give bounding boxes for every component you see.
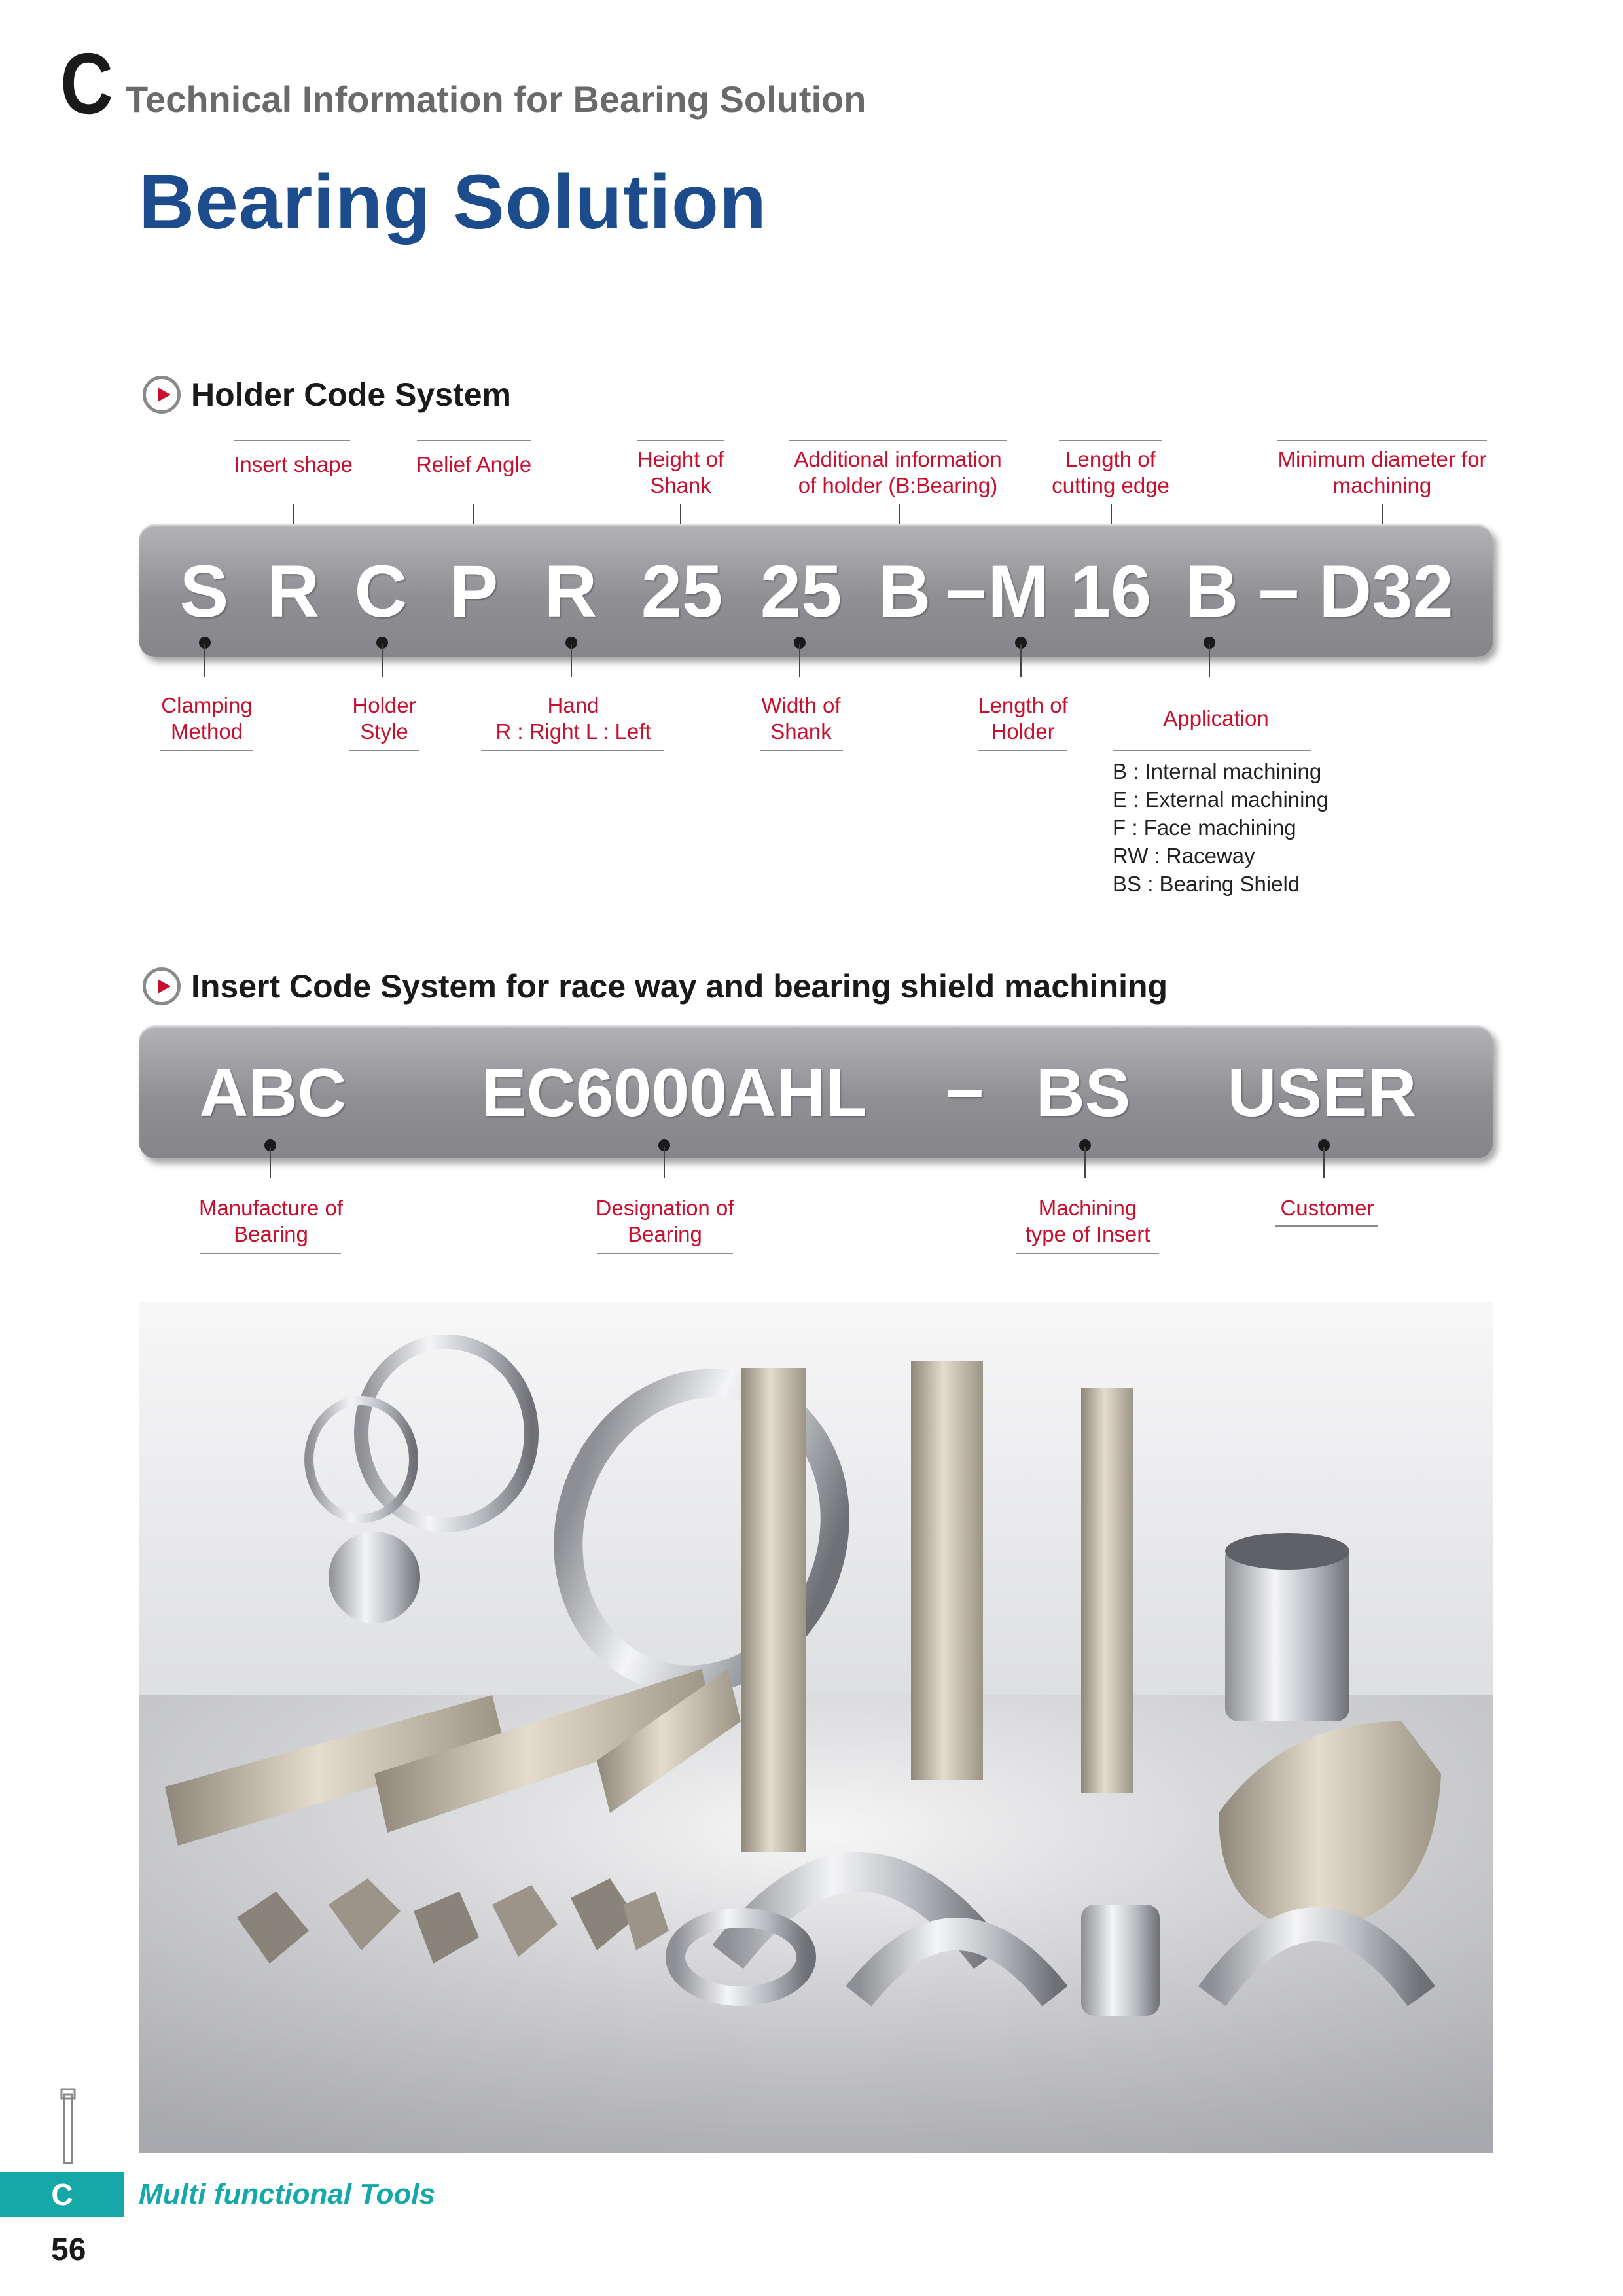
code-machining-type: BS [1035,1055,1131,1131]
label-designation-of-bearing: Designation of Bearing [596,1196,734,1246]
holder-section-title: Holder Code System [191,376,512,413]
holder-code-bar [139,524,1493,657]
bearing-ball [329,1532,420,1623]
label-application: Application [1163,706,1269,730]
product-photo [139,1302,1493,2153]
code-dash: – [945,548,987,630]
insert-section-title: Insert Code System for race way and bearing shield machining [191,968,1168,1005]
label-width-of-shank: Width of Shank [761,693,841,744]
label-relief-angle: Relief Angle [416,452,532,476]
code-min-diameter: D32 [1319,550,1454,632]
connector-line [382,644,383,677]
label-rule [1059,440,1162,441]
label-additional-info: Additional information of holder (B:Bearing) [794,447,1002,497]
application-item: BS : Bearing Shield [1113,871,1300,896]
product-photo-illustration [139,1302,1493,2153]
label-customer: Customer [1280,1196,1374,1220]
code-manufacturer: ABC [199,1055,347,1131]
code-length-m: M [988,550,1049,632]
code-dash: – [946,1051,984,1127]
connector-line [1209,644,1210,677]
code-additional-b: B [878,550,931,632]
tool-holder [741,1368,806,1852]
section-title: Technical Information for Bearing Solution [126,79,866,120]
code-designation: EC6000AHL [481,1055,867,1131]
application-list [1113,758,1329,898]
label-rule [1113,750,1311,751]
label-rule [1277,440,1487,441]
section-letter: C [60,35,114,132]
label-rule [160,750,253,751]
code-application-b: B [1185,550,1239,632]
code-char-r: R [266,550,320,632]
code-customer: USER [1227,1055,1417,1131]
connector-line [799,644,800,677]
bearing-sleeve [1081,1905,1160,2016]
label-holder-style: Holder Style [352,693,416,744]
insert-section-heading [143,967,1168,1005]
label-rule [1275,1225,1378,1227]
code-char-p: P [449,550,499,632]
code-char-s: S [179,550,229,632]
label-rule [597,1253,733,1254]
label-length-of-cutting-edge: Length of cutting edge [1052,447,1169,497]
label-rule [417,440,531,441]
footer-section-tab: C [0,2172,124,2217]
label-rule [978,750,1067,751]
page-number: 56 [51,2233,86,2267]
tool-holder [911,1361,983,1780]
connector-line [664,1147,665,1178]
label-rule [481,750,664,751]
label-minimum-diameter: Minimum diameter for machining [1277,447,1487,497]
bearing-ring [527,1345,876,1717]
connector-line [1084,1147,1086,1178]
footer-category: Multi functional Tools [139,2178,435,2210]
application-item: RW : Raceway [1113,843,1255,868]
label-rule [349,750,419,751]
tool-holder-icon [56,2088,80,2166]
label-hand: Hand R : Right L : Left [495,693,651,744]
application-item: B : Internal machining [1113,759,1322,783]
label-machining-type: Machining type of Insert [1025,1196,1150,1246]
connector-line [270,1147,271,1178]
label-rule [234,440,350,441]
connector-line [204,644,205,677]
label-rule [637,440,724,441]
label-clamping-method: Clamping Method [161,693,253,744]
play-bullet-icon [143,967,181,1005]
label-height-of-shank: Height of Shank [637,447,724,497]
code-char-c: C [354,550,408,632]
label-rule [789,440,1007,441]
label-length-of-holder: Length of Holder [978,693,1068,744]
connector-line [1323,1147,1325,1178]
label-insert-shape: Insert shape [234,452,353,476]
bearing-ring [361,1342,531,1525]
bearing-sleeve [1225,1545,1349,1721]
play-bullet-icon [143,376,181,414]
insert-code-bar [139,1025,1493,1158]
connector-line [1020,644,1022,677]
code-char-hand: R [544,550,597,632]
label-rule [1016,1253,1159,1254]
holder-section-heading [143,376,511,414]
application-item: E : External machining [1113,787,1329,812]
code-dash: – [1258,548,1300,630]
code-cutting-length: 16 [1069,550,1152,632]
label-manufacture-of-bearing: Manufacture of Bearing [198,1196,344,1246]
code-width: 25 [760,550,842,632]
page-title: Bearing Solution [139,159,767,245]
label-rule [760,750,843,751]
tool-holder [1081,1388,1133,1793]
application-item: F : Face machining [1113,815,1296,840]
bearing-sleeve-top [1225,1533,1349,1570]
connector-line [571,644,572,677]
code-height: 25 [641,550,723,632]
label-rule [200,1253,341,1254]
